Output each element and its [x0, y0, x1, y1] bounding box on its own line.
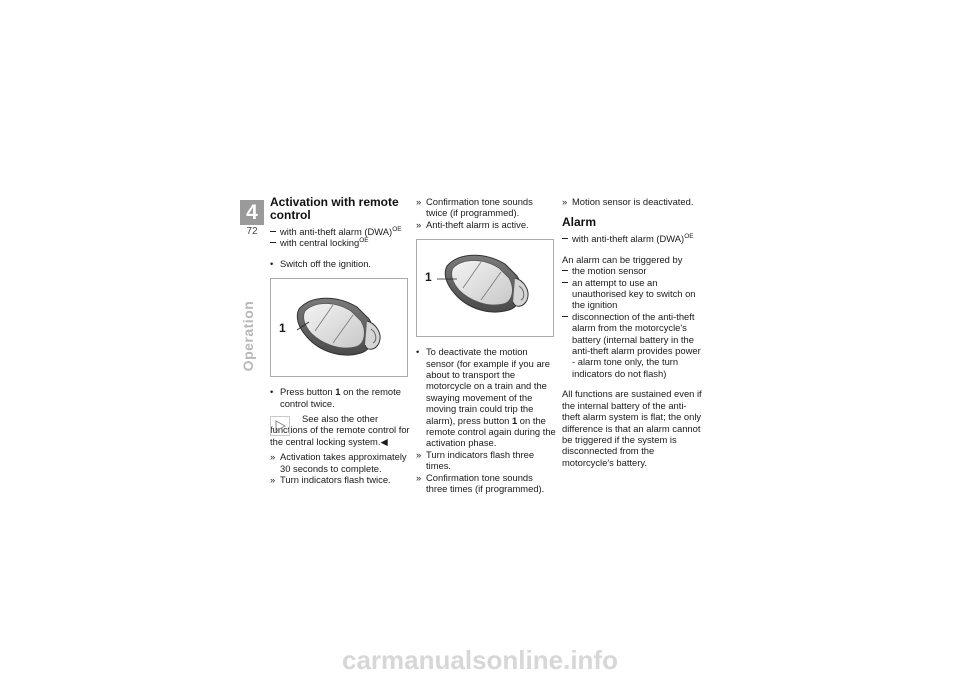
- trigger-item: disconnection of the anti-theft alarm from the motorcycle's battery (internal battery in the anti-theft alarm provides power - alarm tone only, the turn indicators do not flash): [572, 310, 701, 379]
- result-marker: »: [416, 471, 422, 483]
- column-3: [562, 196, 702, 468]
- bullet-marker: •: [270, 386, 274, 398]
- section-heading-alarm: Alarm: [562, 215, 597, 230]
- page-number: 72: [246, 226, 258, 237]
- result-marker: »: [416, 196, 422, 207]
- trigger-item: the motion sensor: [572, 265, 647, 277]
- result-item: » Turn indicators flash twice.: [270, 474, 391, 486]
- result-item: » Confirmation tone sounds twice (if programmed).: [416, 196, 533, 219]
- alarm-paragraph: All functions are sustained even if the internal battery of the anti-theft alarm system is flat; the only difference is that an alarm cannot be triggered if the system is disconnected from the motorcycle's battery.: [562, 388, 702, 468]
- figure-callout-1: 1: [425, 270, 432, 285]
- trigger-item: an attempt to use an unauthorised key to switch on the ignition: [572, 276, 696, 311]
- remote-control-figure: [416, 239, 554, 337]
- remote-key-illustration: [417, 240, 553, 336]
- result-marker: »: [416, 448, 422, 460]
- column-2: [416, 196, 556, 495]
- result-marker: »: [416, 218, 422, 230]
- result-item: » Anti-theft alarm is active.: [416, 218, 529, 230]
- result-item: » Motion sensor is deactivated.: [562, 196, 694, 207]
- section-side-label: Operation: [240, 300, 256, 372]
- note-play-icon: [270, 416, 290, 436]
- section-heading-activation: Activation with remote control: [270, 195, 399, 222]
- condition-item: with anti-theft alarm (DWA)$^{OE}$: [572, 233, 694, 245]
- remote-control-figure: [270, 278, 408, 377]
- condition-item: with anti-theft alarm (DWA)$^{OE}$: [280, 226, 402, 237]
- result-item: » Activation takes approximately 30 seconds to complete.: [270, 451, 407, 474]
- result-marker: »: [562, 196, 568, 207]
- watermark: carmanualsonline.info: [342, 645, 618, 675]
- remote-key-illustration: [271, 279, 407, 376]
- result-item: » Confirmation tone sounds three times (if programmed).: [416, 471, 545, 495]
- result-marker: »: [270, 451, 276, 463]
- column-1: [270, 196, 410, 485]
- result-marker: »: [270, 474, 276, 486]
- bullet-marker: •: [416, 346, 420, 358]
- figure-callout-1: 1: [279, 321, 286, 336]
- condition-item: with central locking$^{OE}$: [280, 237, 369, 249]
- step-item: • Switch off the ignition.: [270, 257, 372, 269]
- step-item: • To deactivate the motion sensor (for example if you are about to transport the motorcycle on a train and the swaying movement of the moving train could trip the alarm), press button 1 on the remote control again during the activation phase.: [416, 346, 556, 449]
- note-block: See also the other functions of the remote control for the central locking system.◀: [270, 413, 410, 447]
- step-item: • Press button 1 on the remote control twice.: [270, 386, 401, 409]
- alarm-intro: An alarm can be triggered by: [562, 253, 683, 265]
- result-item: » Turn indicators flash three times.: [416, 448, 535, 472]
- bullet-marker: •: [270, 257, 274, 269]
- chapter-number-tab: 4: [240, 200, 264, 225]
